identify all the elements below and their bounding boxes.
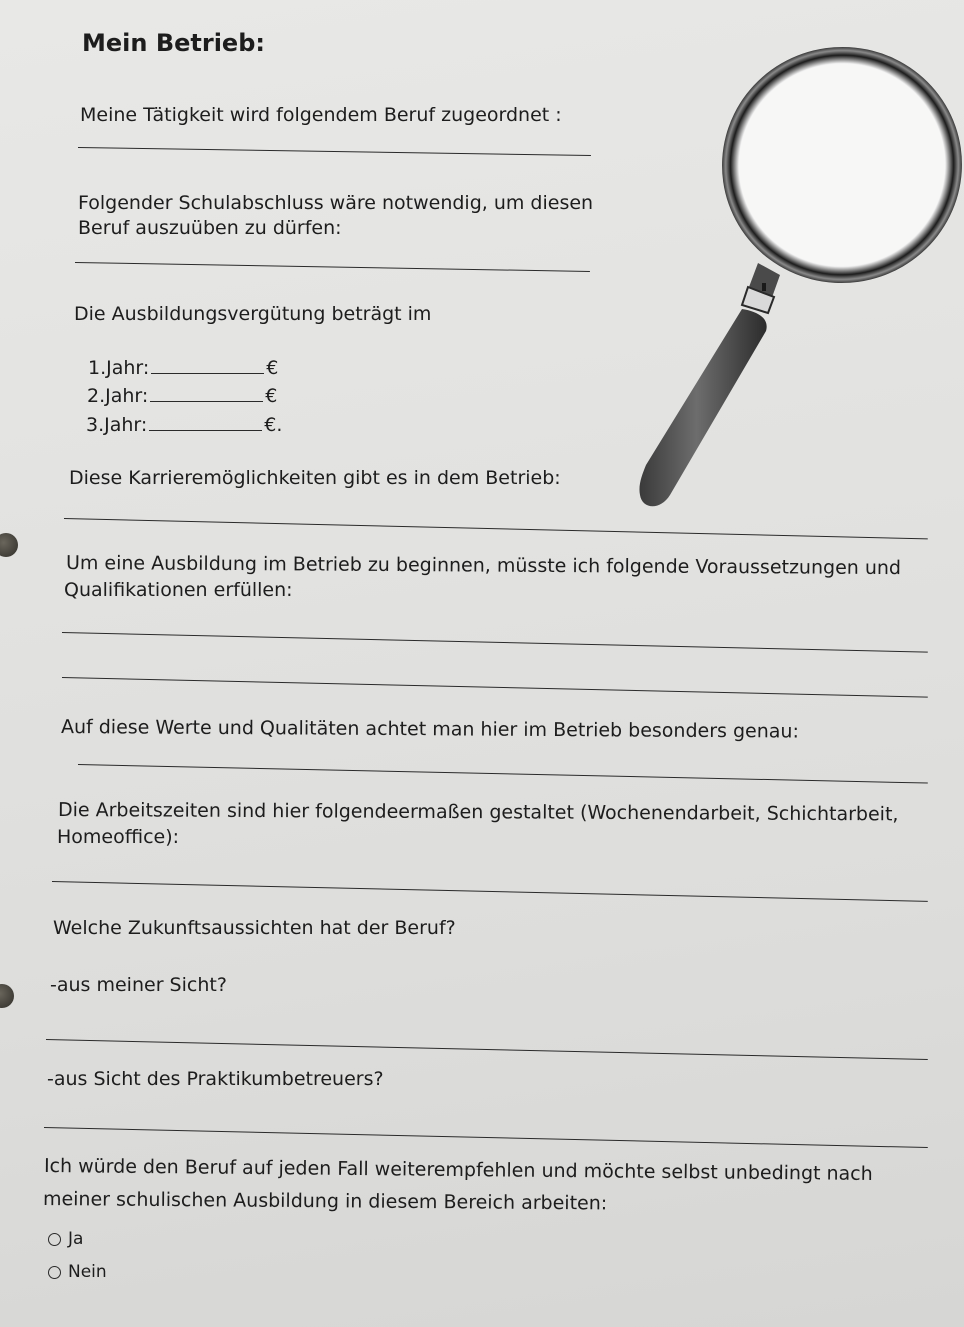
question-schulabschluss-line1: Folgender Schulabschluss wäre notwendig, um diesen <box>78 192 594 214</box>
year-label-2: 2.Jahr: <box>87 385 149 407</box>
question-voraussetzungen-line1: Um eine Ausbildung im Betrieb zu beginnen, müsste ich folgende Voraussetzungen und <box>65 552 902 580</box>
answer-line-arbeitszeiten[interactable] <box>52 881 928 902</box>
year-label-3: 3.Jahr: <box>86 414 148 436</box>
answer-line-voraussetzungen-1[interactable] <box>62 632 928 653</box>
option-ja[interactable] <box>48 1229 83 1249</box>
answer-line-werte[interactable] <box>78 764 928 784</box>
year-row-1 <box>88 356 278 380</box>
question-empfehlung-line2: meiner schulischen Ausbildung in diesem Bereich arbeiten: <box>42 1188 608 1215</box>
answer-line-beruf[interactable] <box>78 147 591 156</box>
year-row-2 <box>87 384 277 408</box>
radio-circle-nein[interactable] <box>48 1266 61 1279</box>
euro-sign-2: € <box>265 385 278 407</box>
question-karriere: Diese Karrieremöglichkeiten gibt es in dem Betrieb: <box>69 467 561 489</box>
punch-hole-top <box>0 533 18 557</box>
year-row-3 <box>86 413 282 437</box>
answer-line-year-1[interactable] <box>151 373 264 374</box>
question-sicht-selbst: -aus meiner Sicht? <box>50 974 227 996</box>
answer-line-voraussetzungen-2[interactable] <box>62 677 928 698</box>
question-verguetung: Die Ausbildungsvergütung beträgt im <box>74 303 432 325</box>
page-title: Mein Betrieb: <box>82 29 265 57</box>
euro-sign-1: € <box>266 357 279 379</box>
answer-line-sicht-selbst[interactable] <box>46 1039 928 1060</box>
answer-line-karriere[interactable] <box>64 518 928 539</box>
question-arbeitszeiten-line2: Homeoffice): <box>57 826 180 848</box>
year-label-1: 1.Jahr: <box>88 357 150 379</box>
answer-line-schulabschluss[interactable] <box>75 262 590 272</box>
answer-line-year-3[interactable] <box>149 430 262 431</box>
euro-sign-3: €. <box>264 414 283 436</box>
question-zukunft: Welche Zukunftsaussichten hat der Beruf? <box>53 917 456 939</box>
question-werte: Auf diese Werte und Qualitäten achtet man hier im Betrieb besonders genau: <box>60 716 799 743</box>
radio-circle-ja[interactable] <box>48 1233 61 1246</box>
question-voraussetzungen-line2: Qualifikationen erfüllen: <box>64 579 293 601</box>
question-beruf: Meine Tätigkeit wird folgendem Beruf zugeordnet : <box>80 104 562 126</box>
punch-hole-bottom <box>0 984 14 1008</box>
answer-line-sicht-betreuer[interactable] <box>44 1127 928 1148</box>
question-empfehlung-line1: Ich würde den Beruf auf jeden Fall weiterempfehlen und möchte selbst unbedingt nach <box>43 1155 873 1185</box>
magnifying-glass-icon <box>630 25 964 515</box>
question-arbeitszeiten-line1: Die Arbeitszeiten sind hier folgendeermaßen gestaltet (Wochenendarbeit, Schichtarbeit, <box>57 799 899 826</box>
question-sicht-betreuer: -aus Sicht des Praktikumbetreuers? <box>47 1068 384 1090</box>
question-schulabschluss-line2: Beruf auszuüben zu dürfen: <box>78 217 342 239</box>
answer-line-year-2[interactable] <box>150 401 263 402</box>
option-label-ja: Ja <box>68 1229 84 1249</box>
option-label-nein: Nein <box>68 1262 107 1282</box>
option-nein[interactable] <box>48 1262 107 1282</box>
